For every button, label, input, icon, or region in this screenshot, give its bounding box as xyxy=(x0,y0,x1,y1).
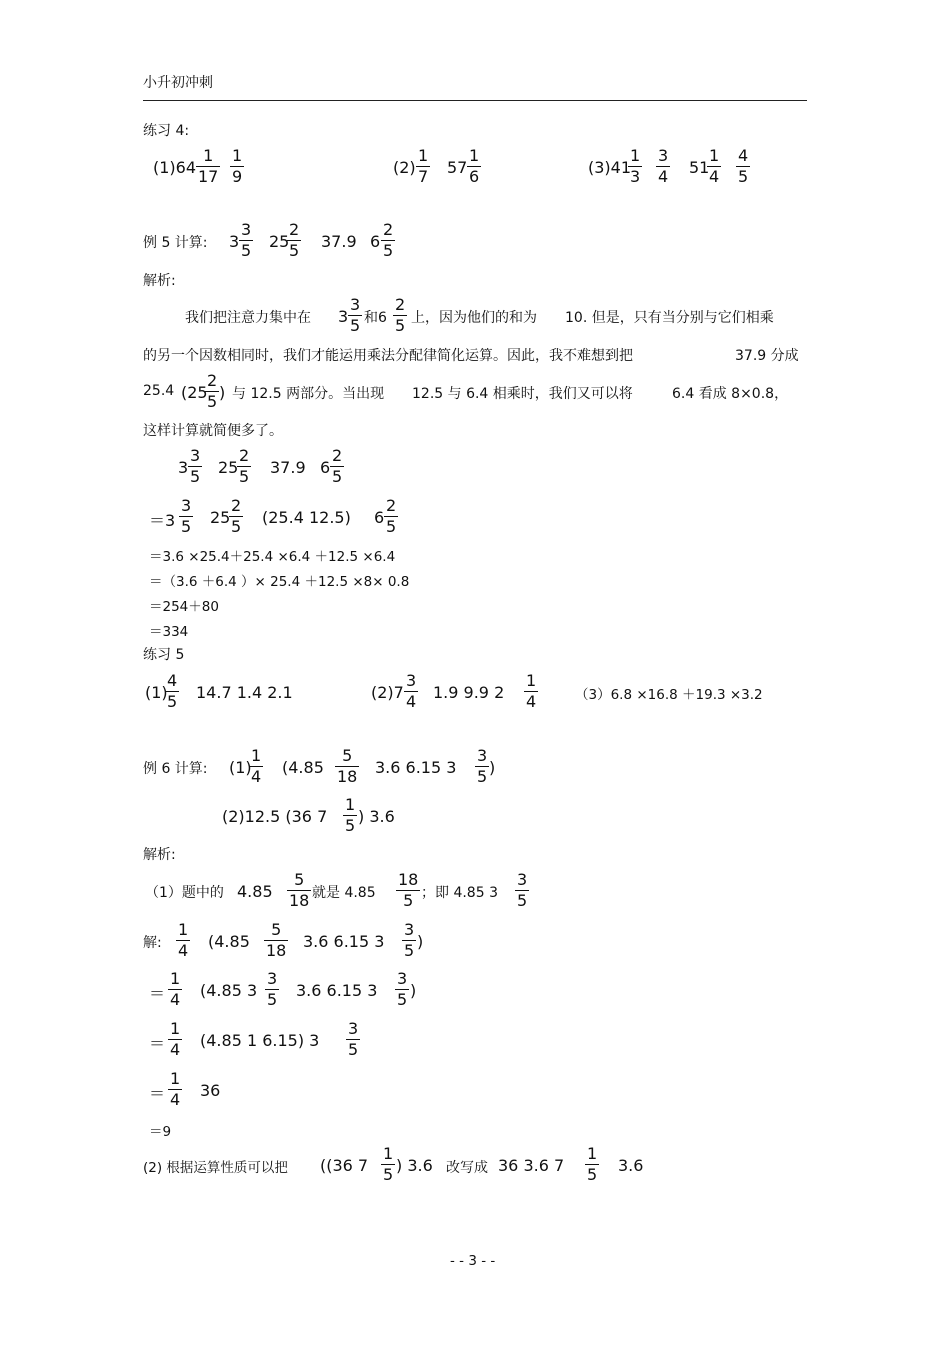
fraction: 3 4 xyxy=(406,671,417,711)
exercise5-label: 练习 5 xyxy=(143,647,185,663)
example6-label: 例 6 计算: xyxy=(143,761,208,777)
fraction: 3 5 xyxy=(348,1019,359,1059)
fraction: 3 5 xyxy=(241,220,252,260)
example5-analysis-label: 解析: xyxy=(143,273,176,289)
fraction: 3 5 xyxy=(517,870,528,910)
page-number: - - 3 - - xyxy=(450,1253,496,1269)
fraction: 1 4 xyxy=(170,1019,181,1059)
fraction: 1 17 xyxy=(198,146,219,186)
exercise5-problem3: （3）6.8 ×16.8 ＋19.3 ×3.2 xyxy=(575,687,763,703)
fraction: 1 5 xyxy=(383,1144,394,1184)
fraction: 5 18 xyxy=(337,746,358,786)
example5-label: 例 5 计算: xyxy=(143,235,208,251)
solution-label: 解: xyxy=(143,935,162,951)
fraction: 4 5 xyxy=(738,146,749,186)
fraction: 1 4 xyxy=(170,969,181,1009)
fraction: 2 5 xyxy=(395,295,406,335)
fraction: 4 5 xyxy=(167,671,178,711)
fraction: 5 18 xyxy=(289,870,310,910)
fraction: 2 5 xyxy=(289,220,300,260)
example5-step4: ＝（3.6 ＋6.4 ）× 25.4 ＋12.5 ×8× 0.8 xyxy=(149,574,410,590)
fraction: 1 4 xyxy=(709,146,720,186)
fraction: 3 5 xyxy=(397,969,408,1009)
header-title: 小升初冲刺 xyxy=(143,75,213,91)
fraction: 1 4 xyxy=(170,1069,181,1109)
fraction: 1 9 xyxy=(232,146,243,186)
fraction: 1 3 xyxy=(630,146,641,186)
fraction: 1 7 xyxy=(418,146,429,186)
fraction: 18 5 xyxy=(398,870,419,910)
example6-analysis-label: 解析: xyxy=(143,847,176,863)
fraction: 1 5 xyxy=(345,795,356,835)
fraction: 2 5 xyxy=(231,496,242,536)
fraction: 3 5 xyxy=(190,446,201,486)
fraction: 5 18 xyxy=(266,920,287,960)
exercise4-label: 练习 4: xyxy=(143,123,190,139)
header-divider xyxy=(143,100,807,101)
fraction: 2 5 xyxy=(386,496,397,536)
example6-solution5: ＝9 xyxy=(149,1124,172,1140)
fraction: 1 6 xyxy=(469,146,480,186)
fraction: 1 4 xyxy=(251,746,262,786)
fraction: 2 5 xyxy=(239,446,250,486)
fraction: 1 5 xyxy=(587,1144,598,1184)
fraction: 2 5 xyxy=(207,371,218,411)
fraction: 3 4 xyxy=(658,146,669,186)
fraction: 3 5 xyxy=(350,295,361,335)
example5-step3: ＝3.6 ×25.4＋25.4 ×6.4 ＋12.5 ×6.4 xyxy=(149,549,396,565)
fraction: 3 5 xyxy=(404,920,415,960)
example5-step5: ＝254＋80 xyxy=(149,599,219,615)
fraction: 3 5 xyxy=(477,746,488,786)
fraction: 3 5 xyxy=(181,496,192,536)
fraction: 2 5 xyxy=(383,220,394,260)
fraction: 1 4 xyxy=(178,920,189,960)
fraction: 3 5 xyxy=(267,969,278,1009)
example5-step6: ＝334 xyxy=(149,624,189,640)
fraction: 2 5 xyxy=(332,446,343,486)
fraction: 1 4 xyxy=(526,671,537,711)
